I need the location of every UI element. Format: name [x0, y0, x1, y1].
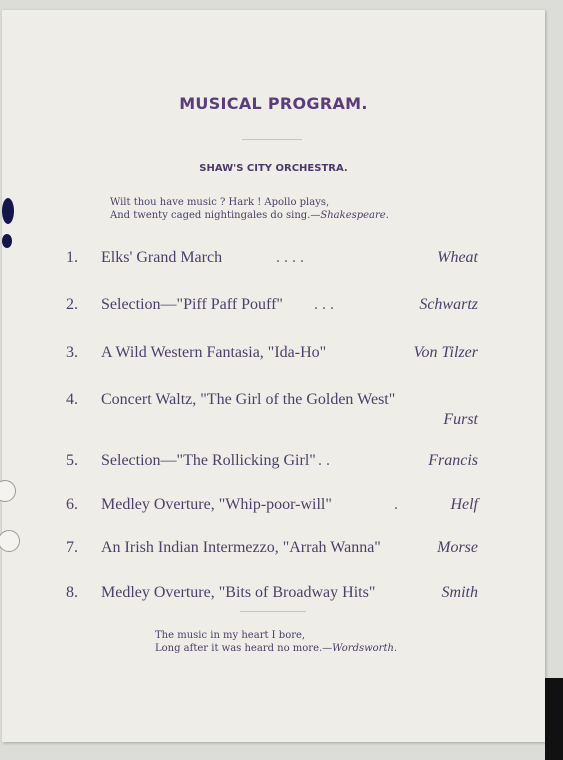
program-item-title: Selection—"The Rollicking Girl" [101, 452, 316, 469]
ribbon-stain [2, 198, 14, 224]
program-item-number: 4. [66, 391, 78, 408]
program-item-leader: . . . . [276, 249, 304, 266]
program-item-8 [66, 584, 478, 606]
program-item-title: Selection—"Piff Paff Pouff" [101, 296, 283, 313]
program-item-6 [66, 496, 478, 518]
punch-hole-lower [0, 530, 20, 552]
program-item-composer: Furst [443, 411, 478, 428]
program-item-number: 1. [66, 249, 78, 266]
program-item-number: 6. [66, 496, 78, 513]
program-item-leader: . . . [314, 296, 334, 313]
opening-quote-line-1: Wilt thou have music ? Hark ! Apollo plays, [110, 197, 330, 208]
program-item-7 [66, 539, 478, 561]
orchestra-name: SHAW'S CITY ORCHESTRA. [199, 163, 348, 174]
program-item-number: 2. [66, 296, 78, 313]
program-item-composer: Francis [428, 452, 478, 469]
program-item-title: An Irish Indian Intermezzo, "Arrah Wanna" [101, 539, 381, 556]
program-item-title: Concert Waltz, "The Girl of the Golden West" [101, 391, 396, 408]
closing-quote-line-2-text: Long after it was heard no more.— [155, 643, 333, 654]
program-item-title: Elks' Grand March [101, 249, 223, 266]
opening-quote [110, 196, 389, 222]
program-item-composer: Morse [437, 539, 478, 556]
program-item-number: 5. [66, 452, 78, 469]
scan-background-strip [545, 678, 563, 760]
closing-quote-attribution: Wordsworth. [332, 643, 398, 654]
opening-quote-line-2 [110, 209, 389, 222]
program-item-1 [66, 249, 478, 271]
program-item-number: 8. [66, 584, 78, 601]
title-divider [242, 139, 302, 140]
program-item-composer: Helf [450, 496, 478, 513]
program-item-title: Medley Overture, "Bits of Broadway Hits" [101, 584, 376, 601]
program-page [2, 10, 545, 742]
opening-quote-attribution: Shakespeare. [320, 210, 389, 221]
program-item-leader: . [394, 496, 398, 513]
program-item-leader: . . [318, 452, 330, 469]
closing-quote-line-2 [155, 642, 397, 655]
punch-hole-upper [0, 480, 16, 502]
closing-divider [240, 611, 306, 612]
program-item-composer: Smith [441, 584, 478, 601]
closing-quote-line-1: The music in my heart I bore, [155, 630, 306, 641]
program-item-5 [66, 452, 478, 474]
ribbon-stain-lower [2, 234, 12, 248]
program-item-4 [66, 391, 478, 433]
opening-quote-line-2-text: And twenty caged nightingales do sing.— [110, 210, 321, 221]
program-item-title: A Wild Western Fantasia, "Ida-Ho" [101, 344, 327, 361]
program-item-composer: Von Tilzer [413, 344, 478, 361]
program-item-composer: Wheat [437, 249, 478, 266]
page-title: MUSICAL PROGRAM. [179, 94, 368, 113]
program-item-number: 3. [66, 344, 78, 361]
program-item-composer: Schwartz [419, 296, 478, 313]
program-item-number: 7. [66, 539, 78, 556]
program-item-2 [66, 296, 478, 318]
program-item-title: Medley Overture, "Whip-poor-will" [101, 496, 332, 513]
program-item-3 [66, 344, 478, 366]
closing-quote [155, 629, 397, 655]
